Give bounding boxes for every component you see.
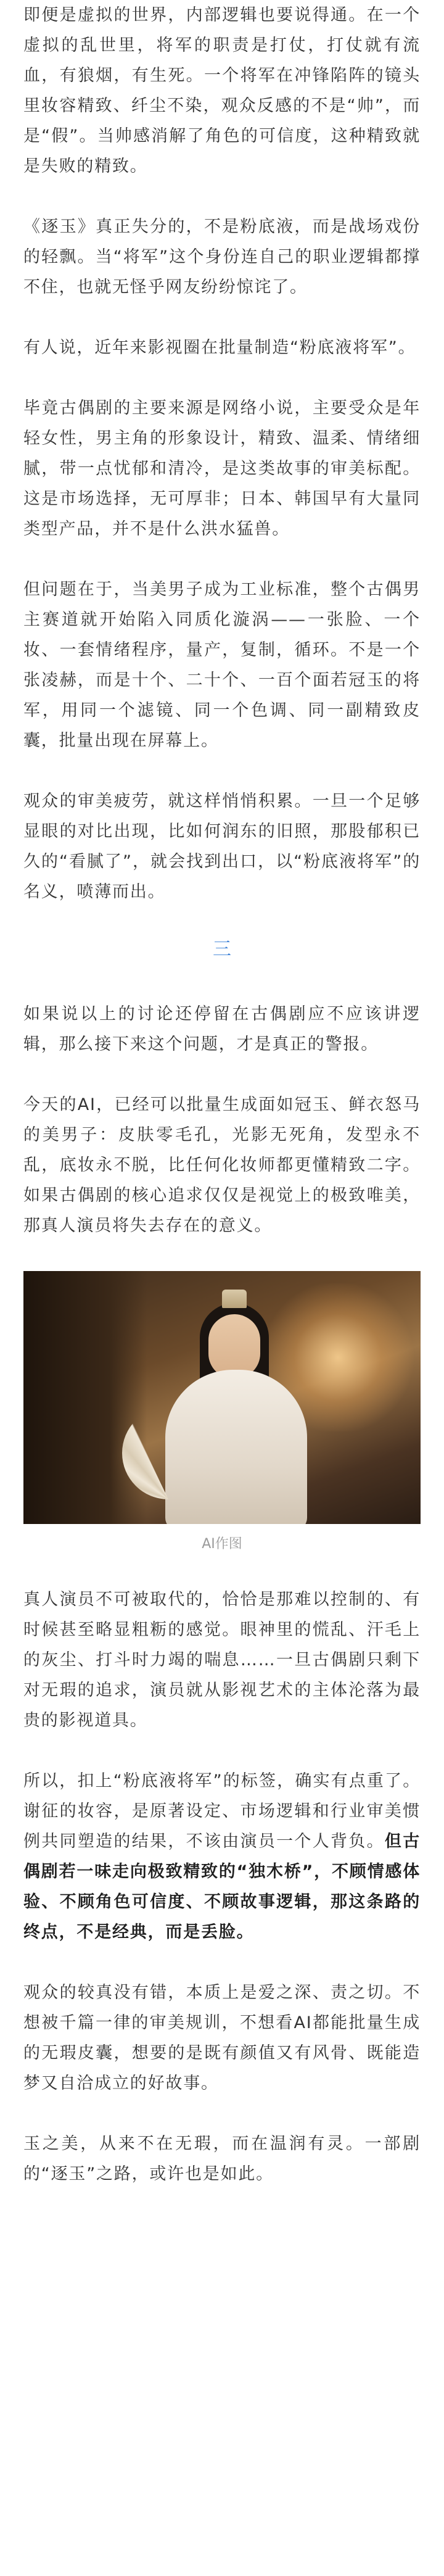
paragraph-text: 所以，扣上“粉底液将军”的标签，确实有点重了。谢征的妆容，是原著设定、市场逻辑和行业审美惯例共同塑造的结果，不该由演员一个人背负。	[23, 1771, 421, 1851]
paragraph: 《逐玉》真正失分的，不是粉底液，而是战场戏份的轻飘。当“将军”这个身份连自己的职业逻辑都撑不住，也就无怪乎网友纷纷惊诧了。	[23, 217, 421, 297]
paragraph: 毕竟古偶剧的主要来源是网络小说，主要受众是年轻女性，男主角的形象设计，精致、温柔、情绪细腻，带一点忧郁和清冷，是这类故事的审美标配。这是市场选择，无可厚非；日本、韩国早有大量同类型产品，并不是什么洪水猛兽。	[23, 399, 421, 539]
paragraph: 观众的审美疲劳，就这样悄悄积累。一旦一个足够显眼的对比出现，比如何润东的旧照，那股郁积已久的“看腻了”，就会找到出口，以“粉底液将军”的名义，喷薄而出。	[23, 792, 421, 901]
ai-generated-portrait-image[interactable]	[23, 1271, 421, 1524]
article-figure	[23, 1271, 421, 1554]
figure-hair-crown	[222, 1290, 247, 1308]
figure-face	[208, 1314, 260, 1378]
paragraph	[23, 1766, 421, 1947]
paragraph: 如果说以上的讨论还停留在古偶剧应不应该讲逻辑，那么接下来这个问题，才是真正的警报。	[23, 1004, 421, 1054]
paragraph: 观众的较真没有错，本质上是爱之深、责之切。不想被千篇一律的审美规训，不想看AI都能批量生成的无瑕皮囊，想要的是既有颜值又有风骨、既能造梦又自洽成立的好故事。	[23, 1983, 421, 2093]
folding-fan	[122, 1407, 215, 1499]
paragraph: 真人演员不可被取代的，恰恰是那难以控制的、有时候甚至略显粗粝的感觉。眼神里的慌乱、汗毛上的灰尘、打斗时力竭的喘息……一旦古偶剧只剩下对无瑕的追求，演员就从影视艺术的主体沦落为最贵的影视道具。	[23, 1590, 421, 1730]
image-caption: AI作图	[202, 1536, 242, 1552]
background-archway	[23, 1271, 147, 1524]
paragraph: 但问题在于，当美男子成为工业标准，整个古偶男主赛道就开始陷入同质化漩涡——一张脸、一个妆、一套情绪程序，量产，复制，循环。不是一个张凌赫，而是十个、二十个、一百个面若冠玉的将军，用同一个滤镜、同一个色调、同一副精致皮囊，批量出现在屏幕上。	[23, 580, 421, 750]
paragraph: 玉之美，从来不在无瑕，而在温润有灵。一部剧的“逐玉”之路，或许也是如此。	[23, 2134, 421, 2184]
paragraph: 今天的AI，已经可以批量生成面如冠玉、鲜衣怒马的美男子：皮肤零毛孔，光影无死角，发型永不乱，底妆永不脱，比任何化妆师都更懂精致二字。如果古偶剧的核心追求仅仅是视觉上的极致唯美，那真人演员将失去存在的意义。	[23, 1095, 421, 1235]
paragraph-bold-text: 但古偶剧若一味走向极致精致的“独木桥”，不顾情感体验、不顾角色可信度、不顾故事逻辑，那这条路的终点，不是经典，而是丢脸。	[23, 1832, 421, 1942]
paragraph: 即便是虚拟的世界，内部逻辑也要说得通。在一个虚拟的乱世里，将军的职责是打仗，打仗就有流血，有狼烟，有生死。一个将军在冲锋陷阵的镜头里妆容精致、纤尘不染，观众反感的不是“帅”，而是“假”。当帅感消解了角色的可信度，这种精致就是失败的精致。	[23, 6, 421, 176]
section-number: 三	[213, 938, 231, 960]
paragraph: 有人说，近年来影视圈在批量制造“粉底液将军”。	[23, 338, 416, 357]
